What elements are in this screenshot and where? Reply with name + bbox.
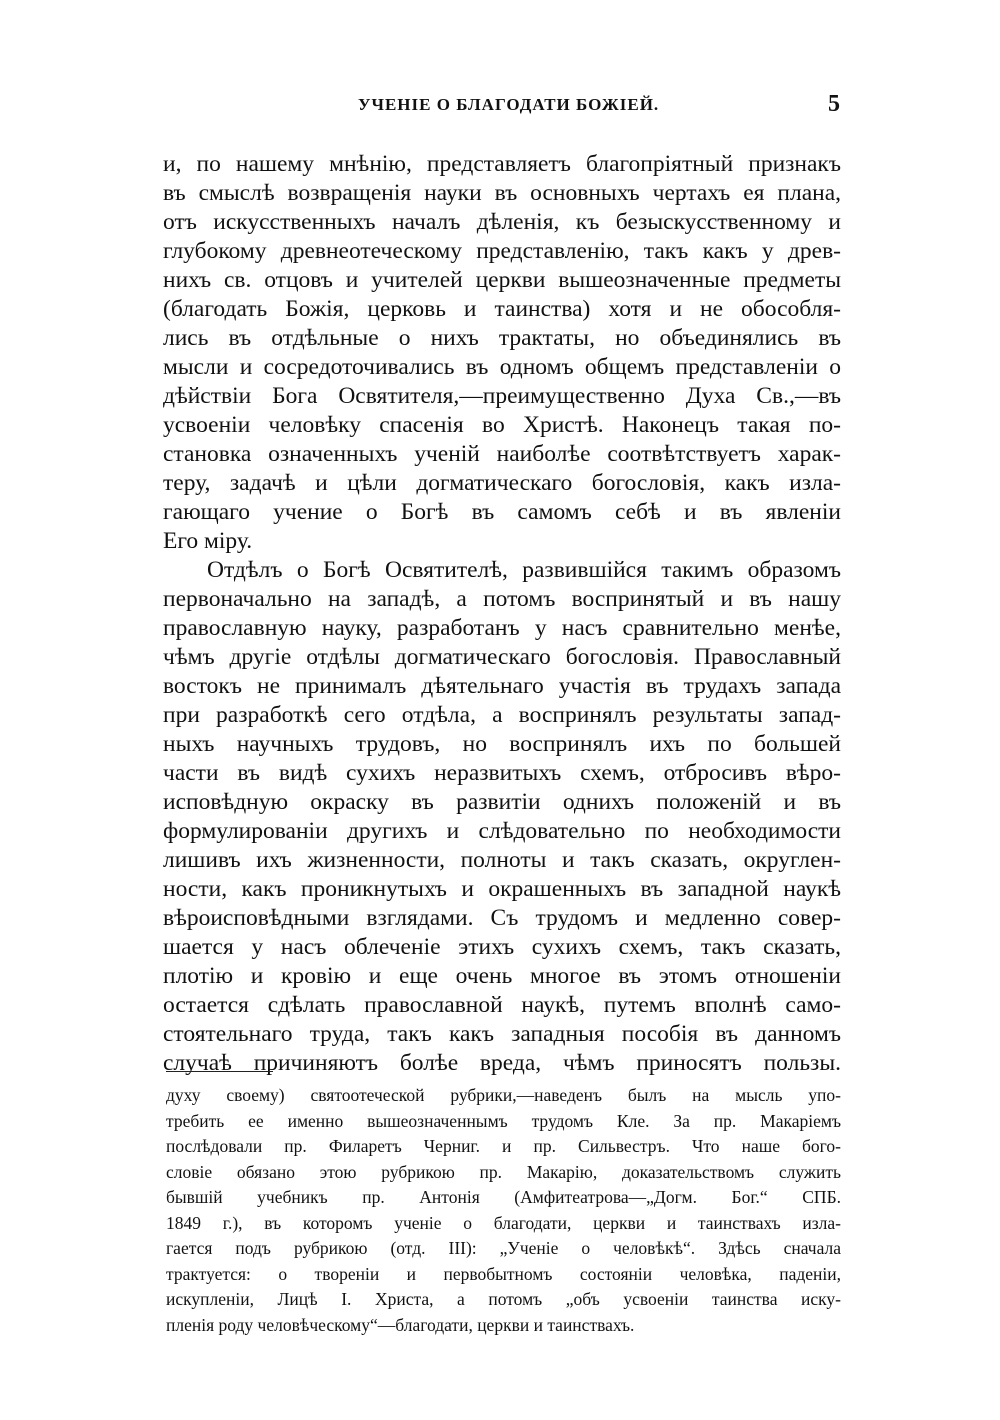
text-line: мысли и сосредоточивались въ одномъ общемъ представленіи о <box>163 354 841 380</box>
text-line: и, по нашему мнѣнію, представляетъ благопріятный признакъ <box>163 151 841 177</box>
text-line: Отдѣлъ о Богѣ Освятителѣ, развившійся такимъ образомъ <box>207 557 841 583</box>
running-title: УЧЕНІЕ О БЛАГОДАТИ БОЖІЕЙ. <box>358 95 660 114</box>
text-line: части въ видѣ сухихъ неразвитыхъ схемъ, отбросивъ вѣро- <box>163 760 841 786</box>
text-line: при разработкѣ сего отдѣла, а воспринялъ результаты запад- <box>163 702 841 728</box>
text-line: (благодать Божія, церковь и таинства) хотя и не обособля- <box>163 296 841 322</box>
footnote-line: бывшій учебникъ пр. Антонія (Амфитеатрова—„Догм. Бог.“ СПБ. <box>166 1187 841 1207</box>
text-line: становка означенныхъ ученій наиболѣе соотвѣтствуетъ харак- <box>163 441 841 467</box>
text-line: теру, задачѣ и цѣли догматическаго богословія, какъ изла- <box>163 470 841 496</box>
text-line: отъ искусственныхъ началъ дѣленія, къ безыскусственному и <box>163 209 841 235</box>
footnote-line: словіе обязано этою рубрикою пр. Макарію, доказательствомъ служить <box>166 1161 841 1182</box>
running-header <box>168 91 840 125</box>
text-line: остается сдѣлать православной наукѣ, путемъ вполнѣ само- <box>163 992 841 1018</box>
text-line: ныхъ научныхъ трудовъ, но воспринялъ ихъ по большей <box>163 731 841 757</box>
text-line: православную науку, разработанъ у насъ сравнительно менѣе, <box>163 615 841 641</box>
text-line: лишивъ ихъ жизненности, полноты и такъ сказать, округлен- <box>163 847 841 873</box>
footnote-line: трактуется: о твореніи и первобытномъ состояніи человѣка, паденіи, <box>166 1263 841 1284</box>
footnote-line: гается подъ рубрикою (отд. III): „Ученіе о человѣкѣ“. Здѣсь сначала <box>166 1238 841 1258</box>
footnote-separator <box>166 1071 273 1072</box>
text-line: лись въ отдѣльные о нихъ трактаты, но объединялись въ <box>163 325 841 351</box>
text-line: ности, какъ проникнутыхъ и окрашенныхъ въ западной наукѣ <box>163 876 841 902</box>
page-number: 5 <box>828 91 840 117</box>
text-line: исповѣдную окраску въ развитіи однихъ положеній и въ <box>163 789 841 815</box>
footnote-line: 1849 г.), въ которомъ ученіе о благодати, церкви и таинствахъ изла- <box>166 1212 841 1233</box>
text-line: стоятельнаго труда, такъ какъ западныя пособія въ данномъ <box>163 1021 841 1047</box>
text-line: первоначально на западѣ, а потомъ воспринятый и въ нашу <box>163 586 841 612</box>
text-line: глубокому древнеотеческому представленію, такъ какъ у древ- <box>163 238 841 264</box>
text-line: шается у насъ облеченіе этихъ сухихъ схемъ, такъ сказать, <box>163 934 841 960</box>
text-line: случаѣ причиняютъ болѣе вреда, чѣмъ приносятъ пользы. <box>163 1050 841 1076</box>
text-line: въ смыслѣ возвращенія науки въ основныхъ чертахъ ея плана, <box>163 180 841 206</box>
footnote-line: искупленіи, Лицѣ І. Христа, а потомъ „объ усвоеніи таинства иску- <box>166 1289 841 1309</box>
text-line: нихъ св. отцовъ и учителей церкви вышеозначенные предметы <box>163 267 841 293</box>
text-line: вѣроисповѣдными взглядами. Съ трудомъ и медленно совер- <box>163 905 841 931</box>
footnote-line: требить ее именно вышеозначеннымъ трудомъ Кле. За пр. Макаріемъ <box>166 1110 841 1131</box>
footnote-line: духу своему) святоотеческой рубрики,—наведенъ былъ на мысль упо- <box>166 1085 841 1105</box>
text-line: чѣмъ другіе отдѣлы догматическаго богословія. Православный <box>163 644 841 670</box>
text-line: востокъ не принималъ дѣятельнаго участія въ трудахъ запада <box>163 673 841 699</box>
main-text <box>163 150 841 1078</box>
footnote <box>166 1083 841 1338</box>
text-line: усвоеніи человѣку спасенія во Христѣ. Наконецъ такая по- <box>163 412 841 438</box>
text-line: плотію и кровію и еще очень многое въ этомъ отношеніи <box>163 963 841 989</box>
footnote-line: пленія роду человѣческому“—благодати, церкви и таинствахъ. <box>166 1314 635 1335</box>
footnote-line: послѣдовали пр. Филаретъ Черниг. и пр. Сильвестръ. Что наше бого- <box>166 1136 841 1156</box>
text-line: дѣйствіи Бога Освятителя,—преимущественно Духа Св.,—въ <box>163 383 841 409</box>
text-line: Его міру. <box>163 528 253 554</box>
text-line: формулированіи другихъ и слѣдовательно по необходимости <box>163 818 841 844</box>
text-line: гающаго учение о Богѣ въ самомъ себѣ и въ явленіи <box>163 499 841 525</box>
